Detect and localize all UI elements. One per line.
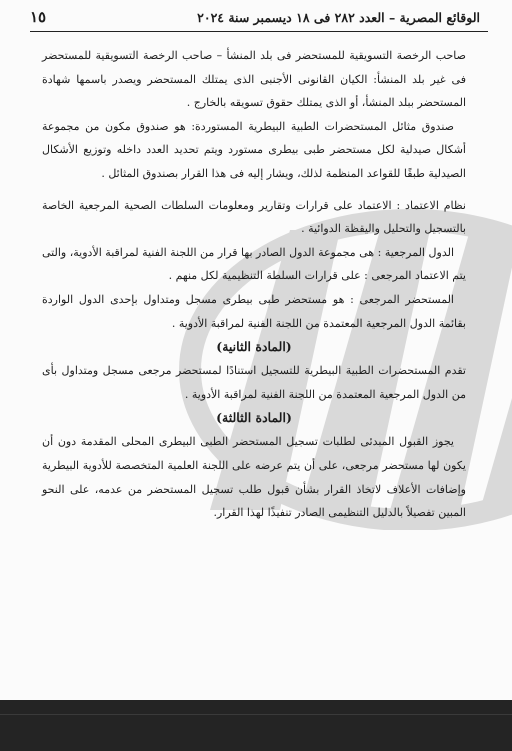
header-title: الوقائع المصرية – العدد ٢٨٢ فى ١٨ ديسمبر سنة ٢٠٢٤ — [197, 9, 480, 25]
paragraph-reference-product: المستحضر المرجعى : هو مستحضر طبى بيطرى مسجل ومتداول بإحدى الدول الواردة بقائمة الدول المرجعية المعتمدة من اللجنة الفنية لمراقبة الأدوية . — [42, 292, 466, 330]
document-body — [42, 44, 466, 525]
scanner-footer-band — [0, 700, 512, 751]
paragraph-marketing-license-holder: صاحب الرخصة التسويقية للمستحضر فى بلد المنشأ – صاحب الرخصة التسويقية للمستحضر فى غير بلد المنشأ: الكيان القانونى الأجنبى الذى يمتلك المستحضر ويصدر باسمها شهادة المستحضر ببلد المنشأ، أو الذى يمتلك حقوق تسويقه بالخارج . — [42, 49, 466, 110]
paragraph-samples-box: صندوق مثائل المستحضرات الطبية البيطرية المستوردة: هو صندوق مكون من مجموعة أشكال صيدلية لكل مستحضر طبى بيطرى مستورد ويتم تحديد العدد داخله وتوزيع الأشكال الصيدلية طبقًا للقواعد المنظمة لذلك، ويشار إليه فى هذا القرار بصندوق المثائل . — [42, 119, 466, 180]
article-3-heading: (المادة الثالثة) — [216, 410, 292, 426]
header-rule — [30, 31, 488, 32]
article-2-text: تقدم المستحضرات الطبية البيطرية للتسجيل استنادًا لمستحضر مرجعى مسجل ومتداول بأى من الدول المرجعية المعتمدة من اللجنة الفنية لمراقبة الأدوية . — [42, 364, 466, 401]
paragraph-reference-countries: الدول المرجعية : هى مجموعة الدول الصادر بها قرار من اللجنة الفنية لمراقبة الأدوية، والتى يتم الاعتماد المرجعى : على قرارات السلطة التنظيمية لكل منهم . — [42, 245, 466, 283]
article-3-text: يجوز القبول المبدئى لطلبات تسجيل المستحضر الطبى البيطرى المحلى المقدمة دون أن يكون لها مستحضر مرجعى، على أن يتم عرضه على اللجنة العلمية المتخصصة للأدوية البيطرية وإضافات الأعلاف لاتخاذ القرار بشأن قبول طلب تسجيل المستحضر من عدمه، على النحو المبين تفصيلاً بالدليل التنظيمى الصادر تنفيذًا لهذا القرار. — [42, 435, 466, 520]
paragraph-reliance-system: نظام الاعتماد : الاعتماد على قرارات وتقارير ومعلومات السلطات الصحية المرجعية الخاصة بالتسجيل والتحليل واليقظة الدوائية . — [42, 198, 466, 236]
page-number: ١٥ — [30, 8, 47, 26]
page-header — [30, 6, 480, 28]
article-2-heading: (المادة الثانية) — [216, 339, 292, 355]
